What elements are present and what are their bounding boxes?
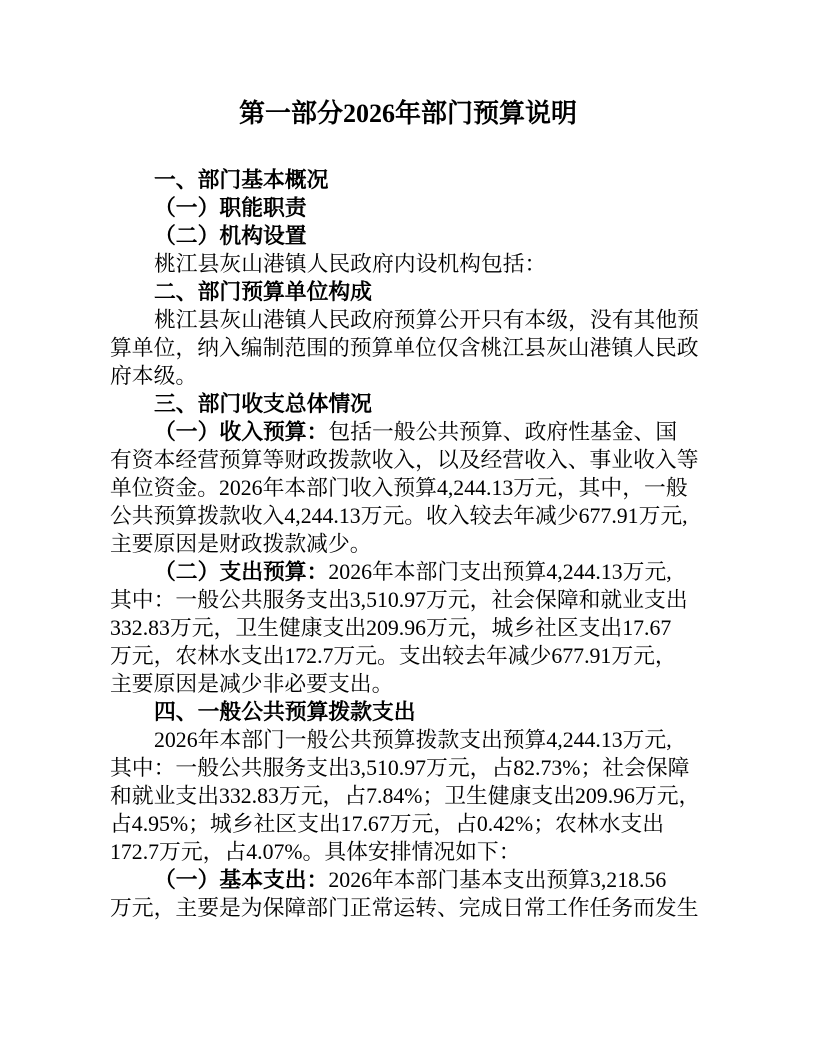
text-run: 其中：一般公共服务支出3,510.97万元，占82.73%；社会保障 <box>110 756 690 780</box>
text-run: 主要原因是减少非必要支出。 <box>110 672 394 696</box>
text-run: 单位资金。2026年本部门收入预算4,244.13万元，其中，一般 <box>110 476 688 500</box>
text-line <box>110 894 706 922</box>
bold-text-run: （一）职能职责 <box>154 195 307 220</box>
text-line <box>110 278 706 306</box>
bold-text-run: （一）收入预算： <box>154 419 329 444</box>
text-line <box>110 642 706 670</box>
text-line <box>110 390 706 418</box>
text-line <box>110 334 706 362</box>
text-run: 172.7万元，占4.07%。具体安排情况如下： <box>110 840 521 864</box>
bold-text-run: 二、部门预算单位构成 <box>154 279 372 304</box>
text-run: 2026年本部门支出预算4,244.13万元, <box>328 560 672 584</box>
text-line <box>110 362 706 390</box>
bold-text-run: 四、一般公共预算拨款支出 <box>154 699 416 724</box>
text-run: 桃江县灰山港镇人民政府内设机构包括： <box>154 252 547 276</box>
text-line <box>110 222 706 250</box>
bold-text-run: （一）基本支出： <box>154 867 329 892</box>
text-line <box>110 614 706 642</box>
page-title: 第一部分2026年部门预算说明 <box>238 99 577 128</box>
text-run: 2026年本部门基本支出预算3,218.56 <box>328 868 667 892</box>
text-run: 算单位，纳入编制范围的预算单位仅含桃江县灰山港镇人民政 <box>110 336 699 360</box>
text-line <box>110 726 706 754</box>
bold-text-run: 一、部门基本概况 <box>154 167 329 192</box>
text-line <box>110 306 706 334</box>
text-run: 和就业支出332.83万元，占7.84%；卫生健康支出209.96万元， <box>110 784 701 808</box>
bold-text-run: 三、部门收支总体情况 <box>154 391 372 416</box>
text-line <box>110 446 706 474</box>
text-run: 万元，农林水支出172.7万元。支出较去年减少677.91万元， <box>110 644 677 668</box>
bold-text-run: （二）机构设置 <box>154 223 307 248</box>
text-run: 占4.95%；城乡社区支出17.67万元，占0.42%；农林水支出 <box>110 812 664 836</box>
text-run: 332.83万元，卫生健康支出209.96万元，城乡社区支出17.67 <box>110 616 672 640</box>
text-line <box>110 530 706 558</box>
text-line <box>110 698 706 726</box>
text-line <box>110 838 706 866</box>
text-line <box>110 418 706 446</box>
text-run: 其中：一般公共服务支出3,510.97万元，社会保障和就业支出 <box>110 588 688 612</box>
text-line <box>110 502 706 530</box>
text-line <box>110 250 706 278</box>
text-line <box>110 474 706 502</box>
text-line <box>110 754 706 782</box>
text-run: 府本级。 <box>110 364 198 388</box>
text-run: 桃江县灰山港镇人民政府预算公开只有本级，没有其他预 <box>154 308 699 332</box>
text-line <box>110 866 706 894</box>
text-run: 有资本经营预算等财政拨款收入，以及经营收入、事业收入等 <box>110 448 699 472</box>
text-run: 包括一般公共预算、政府性基金、国 <box>328 420 678 444</box>
document-body <box>110 166 706 922</box>
bold-text-run: （二）支出预算： <box>154 559 329 584</box>
text-run: 2026年本部门一般公共预算拨款支出预算4,244.13万元, <box>154 728 672 752</box>
text-run: 公共预算拨款收入4,244.13万元。收入较去年减少677.91万元, <box>110 504 688 528</box>
text-line <box>110 810 706 838</box>
text-run: 主要原因是财政拨款减少。 <box>110 532 372 556</box>
text-line <box>110 782 706 810</box>
text-line <box>110 670 706 698</box>
text-line <box>110 586 706 614</box>
text-line <box>110 194 706 222</box>
text-run: 万元，主要是为保障部门正常运转、完成日常工作任务而发生 <box>110 896 699 920</box>
text-line <box>110 166 706 194</box>
text-line <box>110 558 706 586</box>
